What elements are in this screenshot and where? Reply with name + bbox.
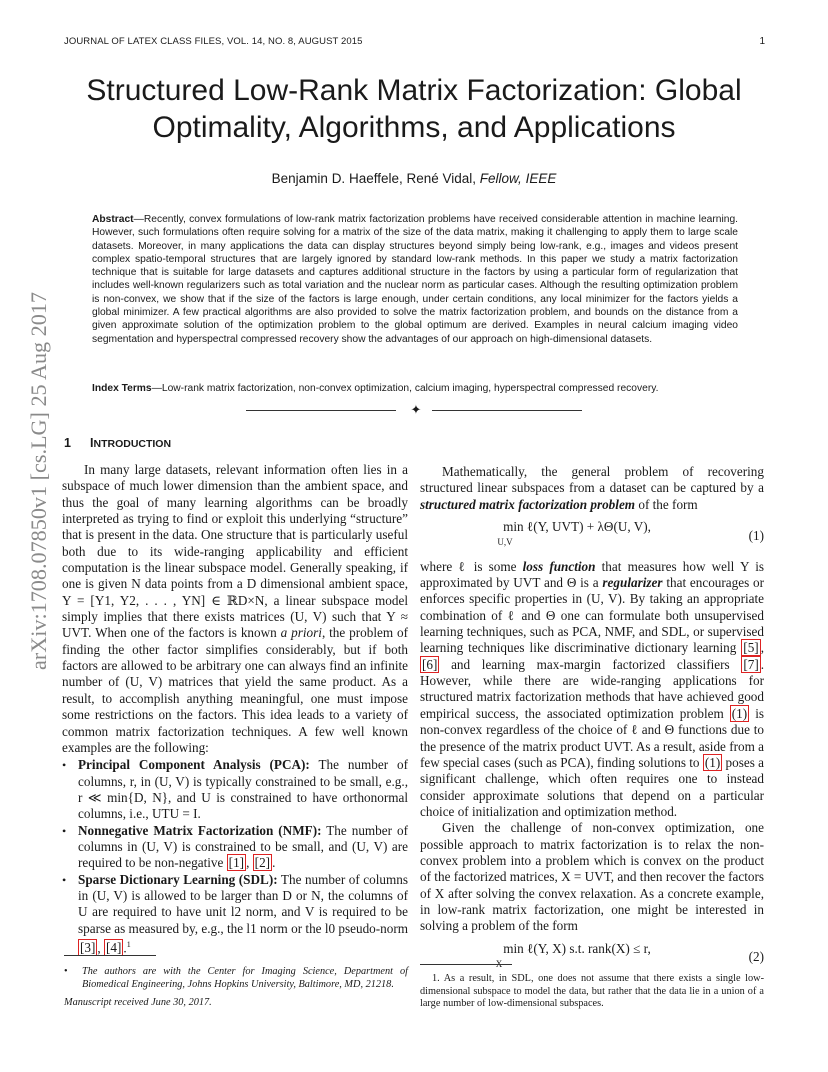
sdl-text: The number of columns in (U, V) is allowed to be larger than D or N, the columns of U are required to have unit l2 norm, and V is required to be sparse as measured by, e.g., the l1 norm or the l0 pseudo-norm [78,871,408,936]
equation-ref-link[interactable]: (1) [704,754,721,770]
pca-text: The number of columns, r, in (U, V) is typically constrained to be small, e.g., r ≪ min{D, N}, and U is constrained to have orthonormal columns, i.e., UTU = I. [78,757,408,822]
affiliation-footnote [64,965,408,991]
equation-1-expression: min ℓ(Y, UVT) + λΘ(U, V), U,V [497,519,651,548]
equation-1-number: (1) [748,527,764,543]
left-column [62,462,408,957]
intro-paragraph [62,462,408,756]
list-item-nmf: • Nonnegative Matrix Factorization (NMF): The number of columns in (U, V) is constrained to be small, and (U, V) are required to be non-negative [1] , [2] . [78,823,408,872]
citation-link[interactable]: [7] [743,656,759,672]
section-heading [64,436,171,450]
manuscript-received: Manuscript received June 30, 2017. [64,997,212,1008]
term-loss-function: loss function [522,558,596,574]
equation-2-number: (2) [748,949,764,965]
author-names: Benjamin D. Haeffele, René Vidal, [271,171,477,186]
abstract-label: Abstract [92,214,134,225]
index-terms [92,383,738,394]
equation-2 [420,941,764,975]
problem-text-a: Mathematically, the general problem of recovering structured linear subspaces from a dataset can be captured by a [420,464,764,496]
footnote-rule-left [64,955,156,956]
technique-list [62,757,408,957]
divider-rule-right [432,410,582,411]
equation-2-subscript: X [495,958,503,969]
author-line [60,171,768,186]
intro-italic: a priori [280,625,322,641]
arxiv-watermark-text: arXiv:1708.07850v1 [cs.LG] 25 Aug 2017 [26,290,51,670]
equation-1-subscript: U,V [497,537,513,548]
citation-link[interactable]: [2] [254,855,271,871]
arxiv-watermark [17,290,55,670]
citation-link[interactable]: [5] [743,640,759,656]
index-terms-text: —Low-rank matrix factorization, non-convex optimization, calcium imaging, hyperspectral compressed recovery. [151,383,659,394]
paper-title: Structured Low-Rank Matrix Factorization: Global Optimality, Algorithms, and Applications [86,74,742,144]
intro-text-a: In many large datasets, relevant information often lies in a subspace of much lower dimension than the ambient space, and thus the goal of many learning algorithms can be broadly interpreted as trying to find or exploit this underlying “structure” that is present in the data. One structure that is particularly useful both due to its wide-ranging applicability and efficient computation is the linear subspace model. Generally speaking, if one is given N data points from a D dimensional ambient space, Y = [Y1, Y2, . . . , YN] ∈ ℝD×N, a linear subspace model simply implies that there exists matrices (U, V) such that Y ≈ UVT. When one of the factors is known [62,462,408,641]
pca-label: Principal Component Analysis (PCA): [78,757,310,773]
equation-1 [420,519,764,553]
abstract [92,213,738,346]
index-terms-label: Index Terms [92,383,152,394]
list-item-pca [78,757,408,822]
footnote-1: 1. As a result, in SDL, one does not assume that there exists a single low-dimensional subspace to model the data, but rather that the data lie in a union of a large number of low-dimensional subspaces. [420,973,764,1010]
divider-rule-left [246,410,396,411]
term-regularizer: regularizer [602,575,663,591]
list-item-sdl: • Sparse Dictionary Learning (SDL): The number of columns in (U, V) is allowed to be larger than D or N, the columns of U are required to have unit l2 norm, and V is required to be sparse as measured by, e.g., the l1 norm or the l0 pseudo-norm [3] , [4] .$^1$ [78,872,408,957]
equation-2-expression: min ℓ(Y, X) s.t. rank(X) ≤ r, X [495,940,651,969]
citation-link[interactable]: [1] [228,855,245,871]
section-number: 1 [64,436,71,450]
problem-paragraph [420,464,764,513]
problem-term: structured matrix factorization problem [420,496,636,512]
intro-text-b: , the problem of finding the other factor simplifies considerably, but if both factors are allowed to be arbitrary one can always find an infinite number of (U, V) matrices that yield the same product. As a result, to accomplish anything meaningful, one must impose some restrictions on the factors. This idea leads to a variety of common matrix factorization techniques. A few well known examples are the following: [62,625,409,755]
sdl-label: Sparse Dictionary Learning (SDL): [78,871,278,887]
affiliation-text: The authors are with the Center for Imaging Science, Department of Biomedical Engineering, Johns Hopkins University, Baltimore, MD, 21218. [82,966,408,990]
loss-paragraph: where ℓ is some loss function that measures how well Y is approximated by UVT and Θ is a regularizer that encourages or enforces specific properties in (U, V). By taking an appropriate combination of ℓ and Θ one can formulate both unsupervised learning techniques, such as PCA, NMF, and SDL, or supervised learning techniques like discriminative dictionary learning [5] , [6] and learning max-margin factorized classifiers [7] . However, while there are wide-ranging applications for structured matrix factorization methods that have achieved good empirical success, the associated optimization problem (1) is non-convex regardless of the choice of ℓ and Θ functions due to the presence of the matrix product UVT. As a result, aside from a few special cases (such as PCA), finding solutions to (1) poses a significant challenge, which often requires one to instead consider approximate solutions that depend on a particular choice of initialization and optimization method. [420,558,765,819]
author-fellow-title: Fellow, IEEE [479,171,557,186]
citation-link[interactable]: [4] [106,940,122,956]
footnote-bullet: • [64,966,68,977]
nmf-text: The number of columns in (U, V) is constrained to be small, and (U, V) are required to be non-negative [78,822,408,871]
footnote-rule-right [420,964,512,965]
relaxation-paragraph: Given the challenge of non-convex optimization, one possible approach to matrix factorization is to relax the non-convex problem into a problem which is convex on the product of the factorized matrices, X = UVT, and then recover the factors of X after solving the convex relaxation. As a concrete example, in low-rank matrix factorization, one might be interested in solving a problem of the form [420,820,764,934]
right-column [420,464,764,980]
abstract-text: —Recently, convex formulations of low-rank matrix factorization problems have received considerable attention in machine learning. However, such formulations often require solving for a matrix of the size of the data matrix, making it challenging to apply them to large scale datasets. Moreover, in many applications the data can display structures beyond simply being low-rank, e.g., images and videos present complex spatio-temporal structures that are largely ignored by standard low-rank methods. In this paper we study a matrix factorization technique that is suitable for large datasets and captures additional structure in the factors by using a particular form of regularization that includes well-known regularizers such as total variation and the nuclear norm as particular cases. Although the resulting optimization problem is non-convex, we show that if the size of the factors is large enough, under certain conditions, any local minimizer for the factors yields a global minimizer. A few practical algorithms are also provided to solve the matrix factorization problem, and bounds on the distance from a given approximate solution of the optimization problem to the global optimum are derived. Examples in neural calcium imaging video segmentation and hyperspectral compressed recovery show the advantages of our approach on high-dimensional datasets. [92,214,738,345]
equation-ref-link[interactable]: (1) [731,705,748,721]
divider-diamond-icon: ✦ [410,402,422,417]
running-head: JOURNAL OF LATEX CLASS FILES, VOL. 14, NO. 8, AUGUST 2015 [64,36,363,47]
section-title-rest: NTRODUCTION [93,438,172,450]
citation-link[interactable]: [3] [80,940,96,956]
problem-text-b: of the form [638,496,698,512]
nmf-label: Nonnegative Matrix Factorization (NMF): [78,822,322,838]
section-title-initial: I [90,436,94,450]
citation-link[interactable]: [6] [422,656,438,672]
page-number: 1 [759,36,765,47]
footnote-mark[interactable]: 1 [126,939,131,949]
